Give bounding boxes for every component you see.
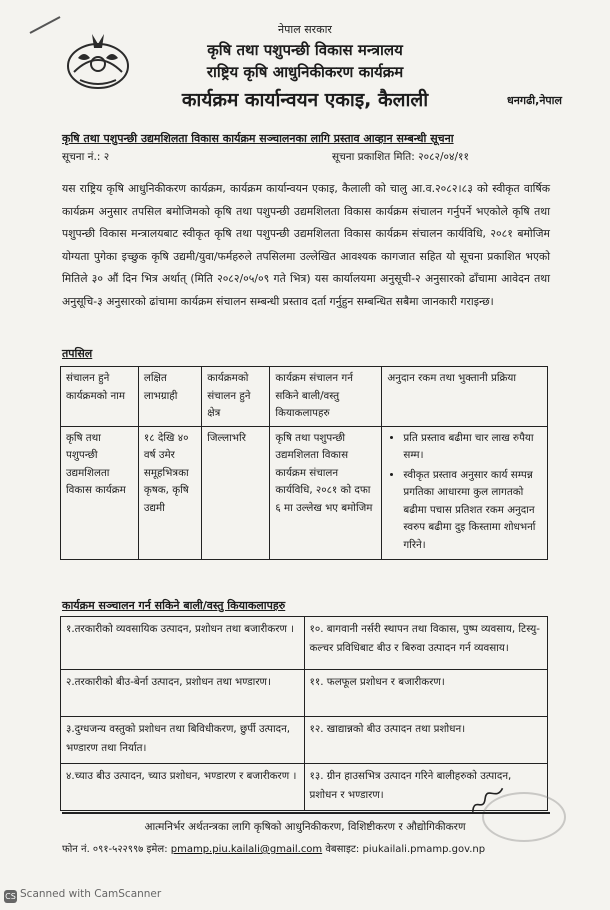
- activities-heading: कार्यक्रम सञ्चालन गर्न सकिने बाली/वस्तु कियाकलापहरु: [62, 599, 286, 612]
- header-program: संचालन हुने कार्यक्रमको नाम: [61, 367, 139, 427]
- unit-title: कार्यक्रम कार्यान्वयन एकाइ, कैलाली: [181, 89, 429, 111]
- published-date: सूचना प्रकाशित मिति: २०८२/०४/११: [332, 151, 469, 163]
- schedule-header-row: [61, 367, 548, 427]
- notice-body: यस राष्ट्रिय कृषि आधुनिकीकरण कार्यक्रम, कार्यक्रम कार्यान्वयन एकाइ, कैलाली को चालु आ.व.२०८२।८३ को स्वीकृत वार्षिक कार्यक्रम अनुसार तपसिल बमोजिमको कृषि तथा पशुपन्छी उद्यमशिलता विकास कार्यक्रम संचालन गर्नुपर्ने भएकोले कृषि तथा पशुपन्छी विकास मन्त्रालयबाट स्वीकृत कृषि तथा पशुपन्छी उद्यमशिलता विकास कार्यक्रम संचालन कार्यविधि, २०८१ बमोजिम योग्यता पुगेका इच्छुक कृषि उद्यमी/युवा/फर्महरुले तपसिलमा उल्लेखित आवश्यक कागजात सहित यो सूचना प्रकाशित भएको मितिले ३० औं दिन भित्र अर्थात् (मिति २०८२/०५/०९ गते भित्र) यस कार्यालयमा अनुसूची-२ अनुसारको ढाँचामा आवेदन तथा अनुसूचि-३ अनुसारको ढांचामा कार्यक्रम संचालन सम्बन्धी प्रस्ताव दर्ता गर्नुहुन सम्बन्धित सबैमा जानकारी गराइन्छ।: [62, 182, 550, 308]
- website-link[interactable]: piukailali.pmamp.gov.np: [362, 844, 486, 855]
- website-label: वेबसाइट:: [325, 844, 360, 855]
- schedule-heading: तपसिल: [62, 347, 93, 360]
- email-link[interactable]: pmamp.piu.kailali@gmail.com: [170, 844, 323, 855]
- phone-text: फोन नं. ०९१-५२२९९७ इमेल:: [62, 844, 168, 855]
- grant-point: • प्रति प्रस्ताव बढीमा चार लाख रुपैया सम्म।: [403, 430, 542, 465]
- scanner-watermark: [4, 888, 161, 903]
- notice-subject: कृषि तथा पशुपन्छी उद्यमशिलता विकास कार्यक्रम सञ्चालनका लागि प्रस्ताव आव्हान सम्बन्धी सूचना: [62, 132, 454, 145]
- footer-contact: [62, 841, 485, 855]
- notice-number: सूचना नं.: २: [62, 151, 110, 163]
- cell-beneficiary: १८ देखि ४० वर्ष उमेर समूहभित्रका कृषक, कृषि उद्यमी: [138, 426, 201, 560]
- activity-item: १३. ग्रीन हाउसभित्र उत्पादन गरिने बालीहरुको उत्पादन, प्रशोधन र भण्डारण।: [304, 764, 548, 811]
- activity-item: १०. बागवानी नर्सरी स्थापन तथा विकास, पुष्प व्यवसाय, टिस्यु-कल्चर प्रविधिबाट बीउ र बिरुवा उत्पादन गर्न व्यवसाय।: [304, 617, 548, 670]
- government-line: नेपाल सरकार: [278, 23, 332, 36]
- grant-list: [387, 430, 542, 555]
- government-emblem-icon: [62, 28, 134, 92]
- footer-slogan: आत्मनिर्भर अर्थतन्त्रका लागि कृषिको आधुनिकीकरण, विशिष्टीकरण र औद्योगिकीकरण: [144, 821, 466, 833]
- cell-area: जिल्लाभरि: [202, 426, 270, 560]
- activities-row: [61, 617, 548, 670]
- activity-item: ११. फलफूल प्रशोधन र बजारीकरण।: [304, 670, 548, 717]
- schedule-data-row: [61, 426, 548, 560]
- ministry-title: कृषि तथा पशुपन्छी विकास मन्त्रालय: [207, 41, 403, 59]
- activity-item: ३.दुग्धजन्य वस्तुको प्रशोधन तथा बिविधीकरण, छुर्पी उत्पादन, भण्डारण तथा निर्यात।: [61, 717, 305, 764]
- cell-program: कृषि तथा पशुपन्छी उद्यमशिलता विकास कार्यक्रम: [61, 426, 139, 560]
- location-text: धनगढी,नेपाल: [507, 94, 562, 107]
- activities-table: [60, 616, 548, 811]
- activity-item: २.तरकारीको बीउ-बेर्ना उत्पादन, प्रशोधन तथा भण्डारण।: [61, 670, 305, 717]
- activities-row: [61, 717, 548, 764]
- header-area: कार्यक्रमको संचालन हुने क्षेत्र: [202, 367, 270, 427]
- cell-grant: [382, 426, 548, 560]
- program-title: राष्ट्रिय कृषि आधुनिकीकरण कार्यक्रम: [206, 63, 404, 81]
- scanner-label: Scanned with CamScanner: [20, 888, 162, 900]
- header-grant: अनुदान रकम तथा भुक्तानी प्रक्रिया: [382, 367, 548, 427]
- activity-item: १२. खाद्यान्नको बीउ उत्पादन तथा प्रशोधन।: [304, 717, 548, 764]
- schedule-table: [60, 366, 548, 560]
- header-activities: कार्यक्रम संचालन गर्न सकिने बाली/वस्तु कियाकलापहरु: [270, 367, 382, 427]
- activities-row: [61, 670, 548, 717]
- activity-item: ४.च्याउ बीउ उत्पादन, च्याउ प्रशोधन, भण्डारण र बजारीकरण ।: [61, 764, 305, 811]
- activity-item: १.तरकारीको व्यवसायिक उत्पादन, प्रशोधन तथा बजारीकरण ।: [61, 617, 305, 670]
- camscanner-logo-icon: CS: [5, 892, 16, 901]
- grant-point: • स्वीकृत प्रस्ताव अनुसार कार्य सम्पन्न प्रगतिका आधारमा कुल लागतको बढीमा पचास प्रतिशत रकम अनुदान स्वरुप बढीमा दुइ किस्तामा शोधभर्ना गरिने।: [403, 467, 542, 555]
- header-beneficiary: लक्षित लाभग्राही: [138, 367, 201, 427]
- footer-divider: [62, 812, 550, 814]
- cell-activities: कृषि तथा पशुपन्छी उद्यमशिलता विकास कार्यक्रम संचालन कार्यविधि, २०८१ को दफा ६ मा उल्लेख भए बमोजिम: [270, 426, 382, 560]
